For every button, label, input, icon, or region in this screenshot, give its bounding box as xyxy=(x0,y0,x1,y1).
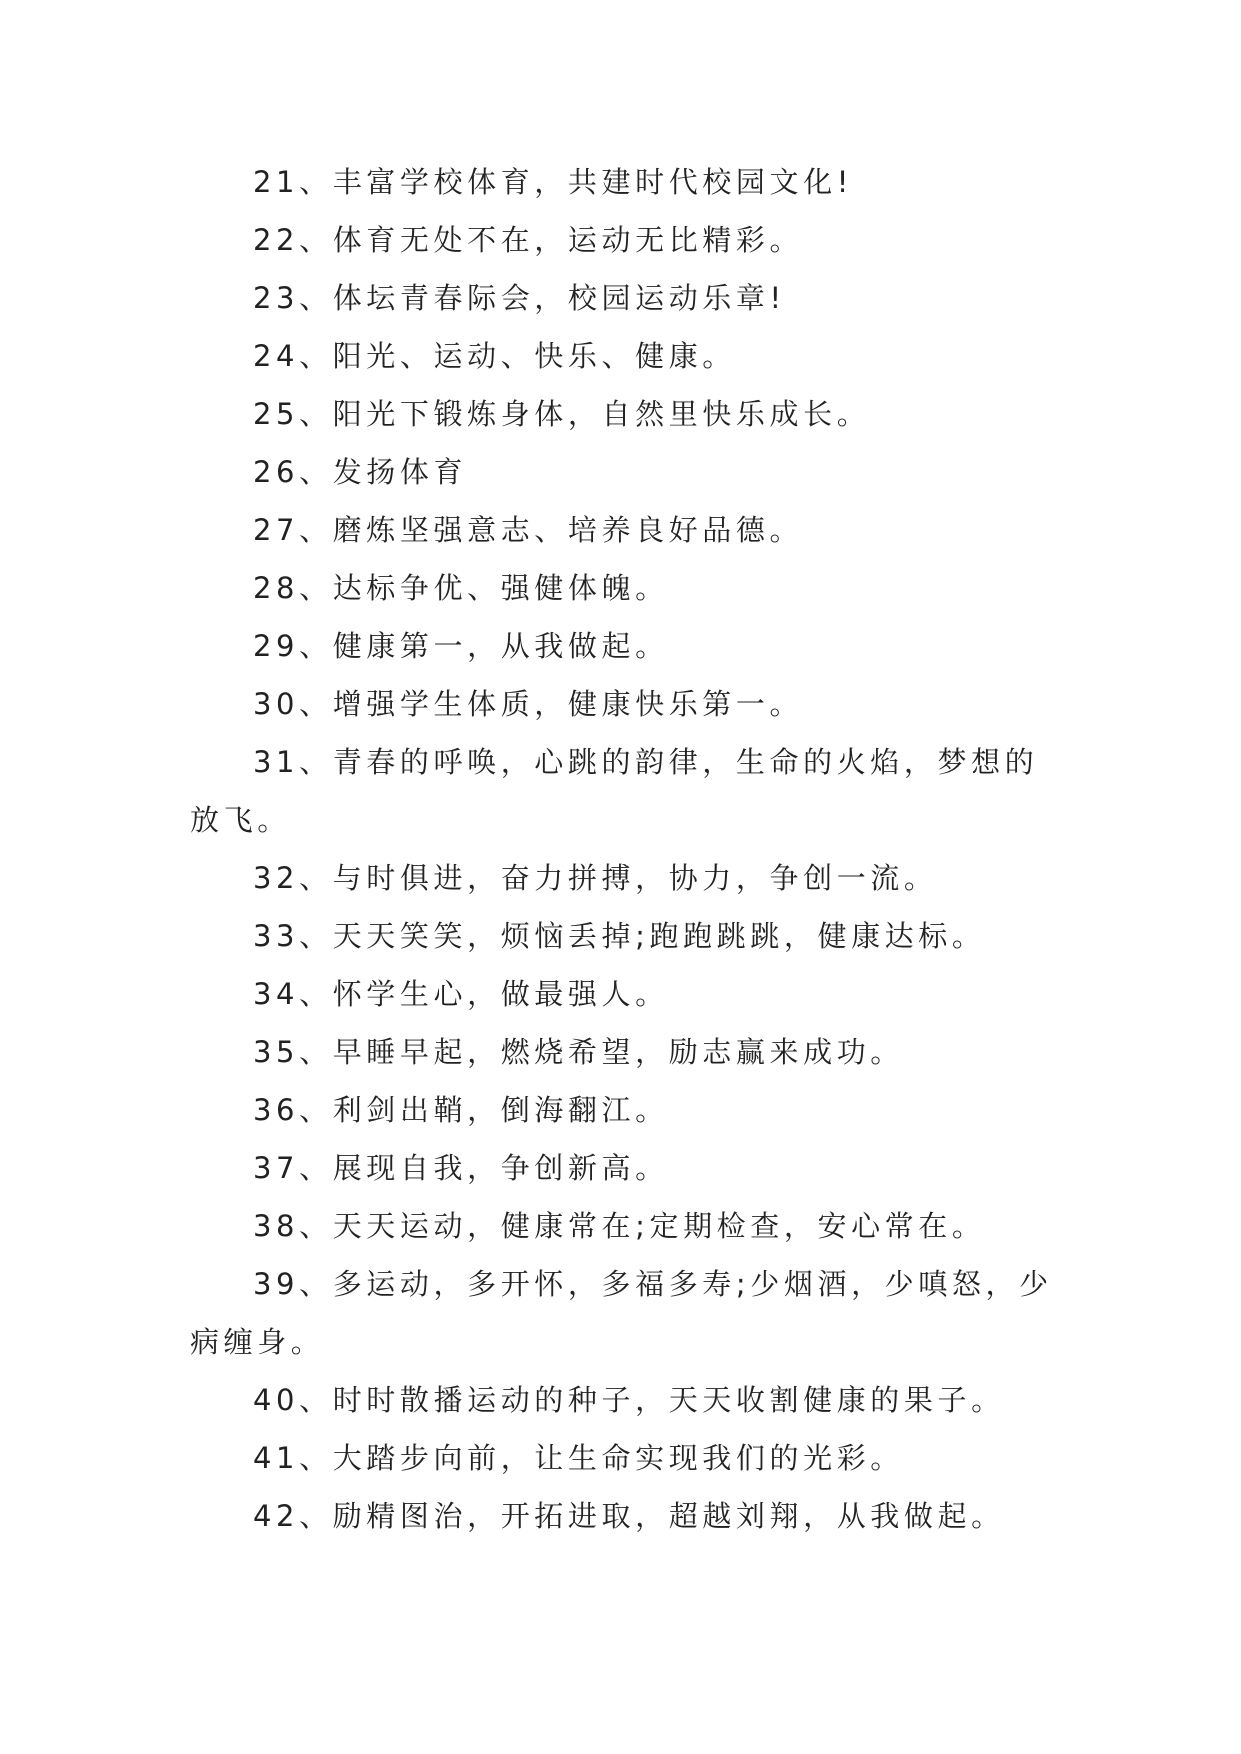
list-item: 37、展现自我，争创新高。 xyxy=(253,1151,669,1185)
list-item: 21、丰富学校体育，共建时代校园文化! xyxy=(253,165,853,199)
list-item: 42、励精图治，开拓进取，超越刘翔，从我做起。 xyxy=(253,1499,1005,1533)
list-item: 24、阳光、运动、快乐、健康。 xyxy=(253,339,736,373)
list-item: 27、磨炼坚强意志、培养良好品德。 xyxy=(253,513,804,547)
list-item: 25、阳光下锻炼身体，自然里快乐成长。 xyxy=(253,397,871,431)
slogan-list xyxy=(190,153,1058,1545)
list-item: 31、青春的呼唤，心跳的韵律，生命的火焰，梦想的放飞。 xyxy=(190,745,1039,837)
list-item: 23、体坛青春际会，校园运动乐章! xyxy=(253,281,786,315)
list-item: 30、增强学生体质，健康快乐第一。 xyxy=(253,687,804,721)
list-item: 33、天天笑笑，烦恼丢掉;跑跑跳跳，健康达标。 xyxy=(253,919,986,953)
list-item: 36、利剑出鞘，倒海翻江。 xyxy=(253,1093,669,1127)
list-item: 38、天天运动，健康常在;定期检查，安心常在。 xyxy=(253,1209,986,1243)
list-item: 28、达标争优、强健体魄。 xyxy=(253,571,669,605)
list-item: 39、多运动，多开怀，多福多寿;少烟酒，少嗔怒，少病缠身。 xyxy=(190,1267,1053,1359)
list-item: 29、健康第一，从我做起。 xyxy=(253,629,669,663)
list-item: 32、与时俱进，奋力拼搏，协力，争创一流。 xyxy=(253,861,938,895)
list-item: 35、早睡早起，燃烧希望，励志赢来成功。 xyxy=(253,1035,904,1069)
list-item: 26、发扬体育 xyxy=(253,455,468,489)
list-item: 34、怀学生心，做最强人。 xyxy=(253,977,669,1011)
list-item: 40、时时散播运动的种子，天天收割健康的果子。 xyxy=(253,1383,1005,1417)
list-item: 22、体育无处不在，运动无比精彩。 xyxy=(253,223,804,257)
list-item: 41、大踏步向前，让生命实现我们的光彩。 xyxy=(253,1441,904,1475)
